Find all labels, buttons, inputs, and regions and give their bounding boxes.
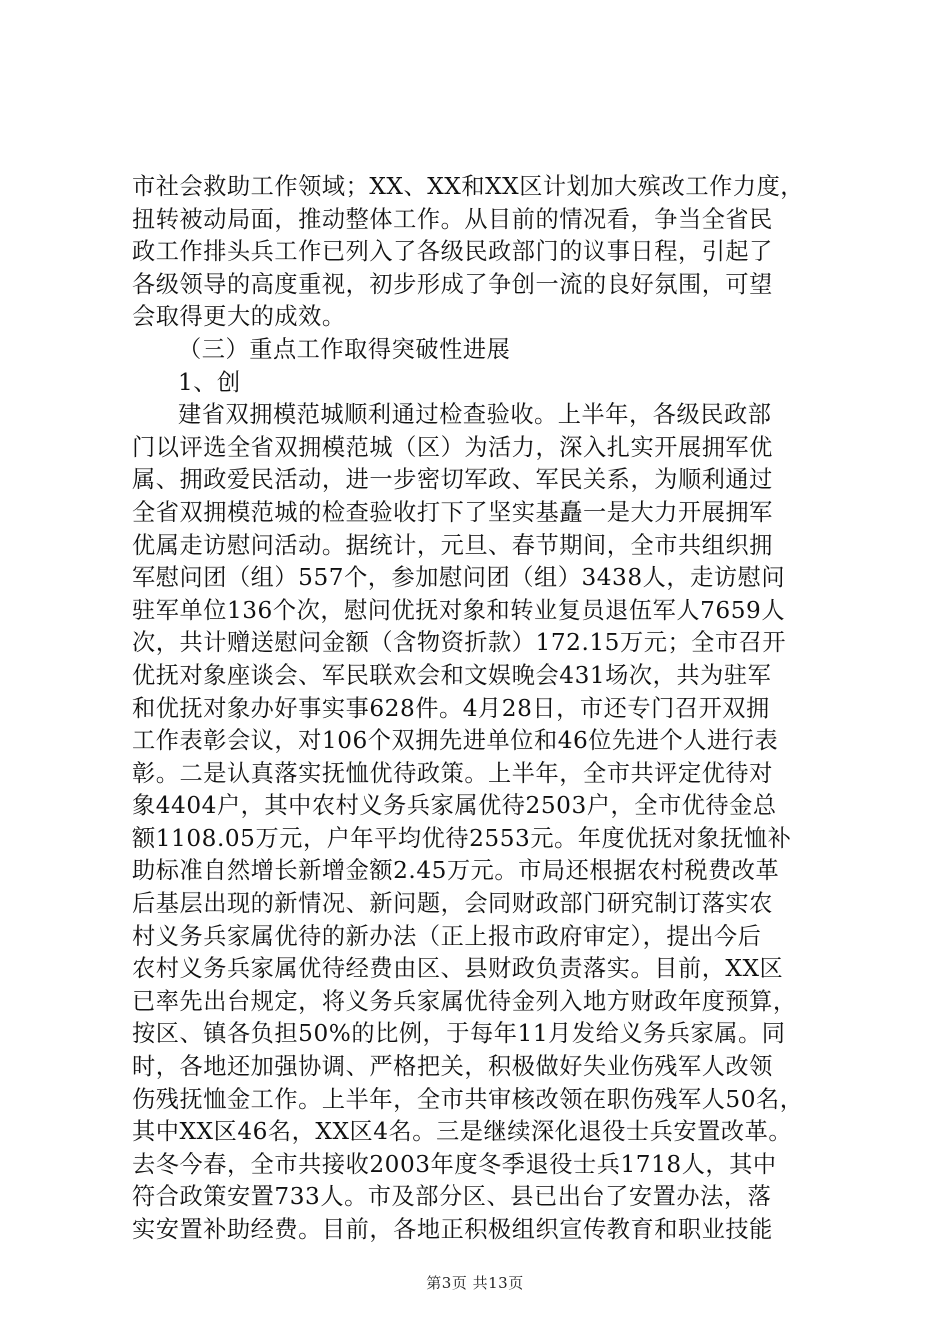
text-line: 符合政策安置733人。市及部分区、县已出台了安置办法，落	[132, 1183, 772, 1211]
text-line: 全省双拥模范城的检查验收打下了坚实基矗一是大力开展拥军	[132, 498, 773, 526]
text-line: 扭转被动局面，推动整体工作。从目前的情况看，争当全省民	[132, 205, 773, 233]
text-line: 后基层出现的新情况、新问题，会同财政部门研究制订落实农	[132, 890, 773, 918]
text-line: 按区、镇各负担50%的比例，于每年11月发给义务兵家属。同	[132, 1020, 786, 1048]
text-line: 象4404户，其中农村义务兵家属优待2503户，全市优待金总	[132, 792, 777, 820]
text-line: 助标准自然增长新增金额2.45万元。市局还根据农村税费改革	[132, 857, 780, 885]
text-line: 额1108.05万元，户年平均优待2553元。年度优抚对象抚恤补	[132, 824, 792, 852]
text-line: 优属走访慰问活动。据统计，元旦、春节期间，全市共组织拥	[132, 531, 773, 559]
text-line: 实安置补助经费。目前，各地正积极组织宣传教育和职业技能	[132, 1216, 773, 1243]
document-body	[132, 171, 832, 1247]
text-line: 优抚对象座谈会、军民联欢会和文娱晚会431场次，共为驻军	[132, 661, 772, 689]
text-line: 属、拥政爱民活动，进一步密切军政、军民关系，为顺利通过	[132, 466, 773, 494]
text-line: 次，共计赠送慰问金额（含物资折款）172.15万元；全市召开	[132, 629, 787, 657]
text-line: 工作表彰会议，对106个双拥先进单位和46位先进个人进行表	[132, 727, 779, 755]
text-line: 彰。二是认真落实抚恤优待政策。上半年，全市共评定优待对	[132, 759, 773, 787]
section-heading: （三）重点工作取得突破性进展	[178, 335, 511, 363]
text-line: 军慰问团（组）557个，参加慰问团（组）3438人，走访慰问	[132, 564, 786, 592]
text-line: 驻军单位136个次，慰问优抚对象和转业复员退伍军人7659人	[132, 596, 786, 624]
text-line: 村义务兵家属优待的新办法（正上报市政府审定），提出今后	[132, 922, 762, 950]
text-line: 去冬今春，全市共接收2003年度冬季退役士兵1718人，其中	[132, 1150, 777, 1178]
text-line: 农村义务兵家属优待经费由区、县财政负责落实。目前，XX区	[132, 955, 784, 983]
text-line: 伤残抚恤金工作。上半年，全市共审核改领在职伤残军人50名，	[132, 1085, 804, 1113]
text-line: 市社会救助工作领域；XX、XX和XX区计划加大殡改工作力度，	[132, 173, 805, 200]
text-line: 和优抚对象办好事实事628件。4月28日，市还专门召开双拥	[132, 694, 770, 722]
text-line: 其中XX区46名，XX区4名。三是继续深化退役士兵安置改革。	[132, 1118, 793, 1146]
text-line: 门以评选全省双拥模范城（区）为活力，深入扎实开展拥军优	[132, 433, 773, 461]
text-line: 时，各地还加强协调、严格把关，积极做好失业伤残军人改领	[132, 1053, 773, 1081]
text-line: 已率先出台规定，将义务兵家属优待金列入地方财政年度预算，	[132, 987, 797, 1015]
text-line: 政工作排头兵工作已列入了各级民政部门的议事日程，引起了	[132, 238, 773, 266]
paragraph-first-line: 建省双拥模范城顺利通过检查验收。上半年，各级民政部	[178, 401, 772, 429]
text-line: 各级领导的高度重视，初步形成了争创一流的良好氛围，可望	[132, 270, 773, 298]
text-line: 会取得更大的成效。	[132, 303, 346, 331]
page-number-footer: 第3页 共13页	[426, 1274, 524, 1292]
subsection-heading: 1、创	[178, 368, 241, 396]
